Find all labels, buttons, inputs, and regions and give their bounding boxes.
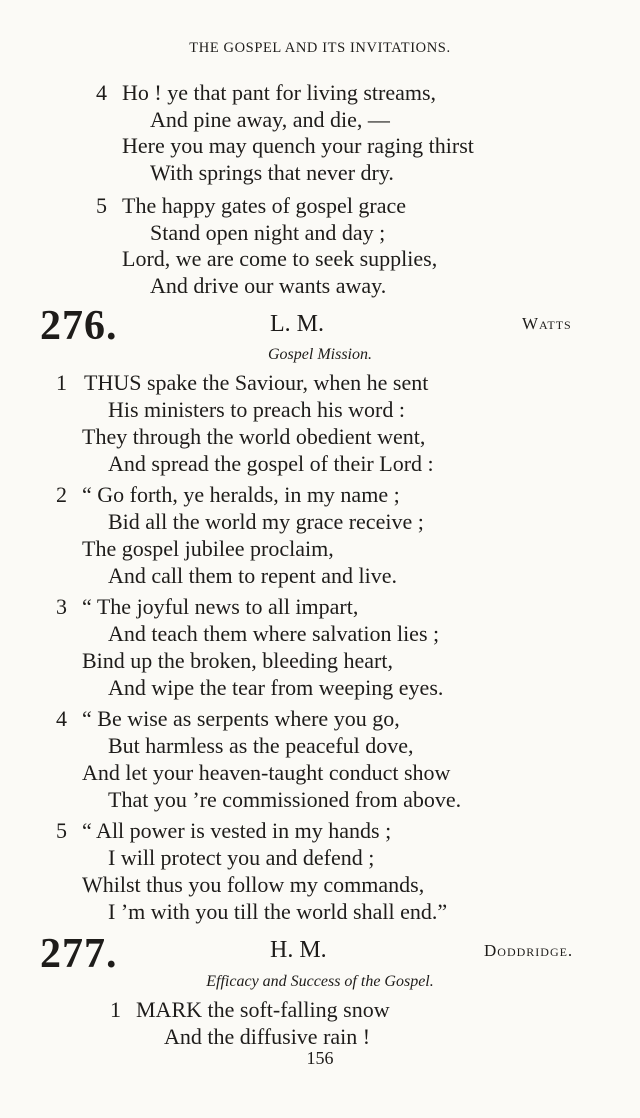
hymn-author: Doddridge.: [484, 941, 574, 960]
stanza-number: 4: [96, 80, 107, 105]
hymn-276-subtitle: Gospel Mission.: [268, 346, 372, 363]
verse-line: But harmless as the peaceful dove,: [108, 733, 414, 758]
verse-line: They through the world obedient went,: [82, 424, 426, 449]
verse-line: I ’m with you till the world shall end.”: [108, 899, 448, 924]
stanza-number: 1: [110, 997, 121, 1022]
verse-line: And the diffusive rain !: [164, 1024, 371, 1049]
verse-line: Bid all the world my grace receive ;: [108, 509, 424, 534]
hymn-meter: L. M.: [270, 311, 324, 337]
verse-line: Whilst thus you follow my commands,: [82, 872, 425, 897]
hymn-number: 277.: [40, 931, 118, 977]
hymn-meter: H. M.: [270, 937, 327, 963]
stanza-number: 3: [56, 594, 67, 619]
verse-line: And pine away, and die, —: [150, 107, 390, 132]
verse-line: That you ’re commissioned from above.: [108, 787, 462, 812]
verse-line: And wipe the tear from weeping eyes.: [108, 675, 444, 700]
running-head: THE GOSPEL AND ITS INVITATIONS.: [189, 40, 451, 56]
verse-line: Here you may quench your raging thirst: [122, 133, 474, 158]
hymn-author: Watts: [522, 314, 572, 333]
hymn-number: 276.: [40, 303, 118, 349]
verse-line: Bind up the broken, bleeding heart,: [82, 648, 393, 673]
stanza-number: 5: [96, 193, 107, 218]
verse-line: His ministers to preach his word :: [108, 397, 405, 422]
verse-line: THUS spake the Saviour, when he sent: [84, 370, 429, 395]
verse-line: Lord, we are come to seek supplies,: [122, 246, 438, 271]
stanza-number: 2: [56, 482, 67, 507]
verse-line: And teach them where salvation lies ;: [108, 621, 440, 646]
verse-line: And drive our wants away.: [150, 273, 387, 298]
verse-line: Stand open night and day ;: [150, 220, 386, 245]
verse-line: The gospel jubilee proclaim,: [82, 536, 334, 561]
verse-line: “ All power is vested in my hands ;: [82, 818, 392, 843]
verse-line: And spread the gospel of their Lord :: [108, 451, 434, 476]
verse-line: The happy gates of gospel grace: [122, 193, 407, 218]
verse-line: “ Go forth, ye heralds, in my name ;: [82, 482, 400, 507]
verse-line: “ The joyful news to all impart,: [82, 594, 359, 619]
verse-line: And let your heaven-taught conduct show: [82, 760, 451, 785]
hymn-277-subtitle: Efficacy and Success of the Gospel.: [206, 973, 434, 990]
verse-line: “ Be wise as serpents where you go,: [82, 706, 400, 731]
stanza-number: 5: [56, 818, 67, 843]
verse-line: With springs that never dry.: [150, 160, 394, 185]
page-number: 156: [306, 1048, 334, 1068]
stanza-number: 1: [56, 370, 67, 395]
verse-line: MARK the soft-falling snow: [136, 997, 390, 1022]
verse-line: I will protect you and defend ;: [108, 845, 375, 870]
verse-line: Ho ! ye that pant for living streams,: [122, 80, 437, 105]
verse-line: And call them to repent and live.: [108, 563, 397, 588]
stanza-number: 4: [56, 706, 67, 731]
